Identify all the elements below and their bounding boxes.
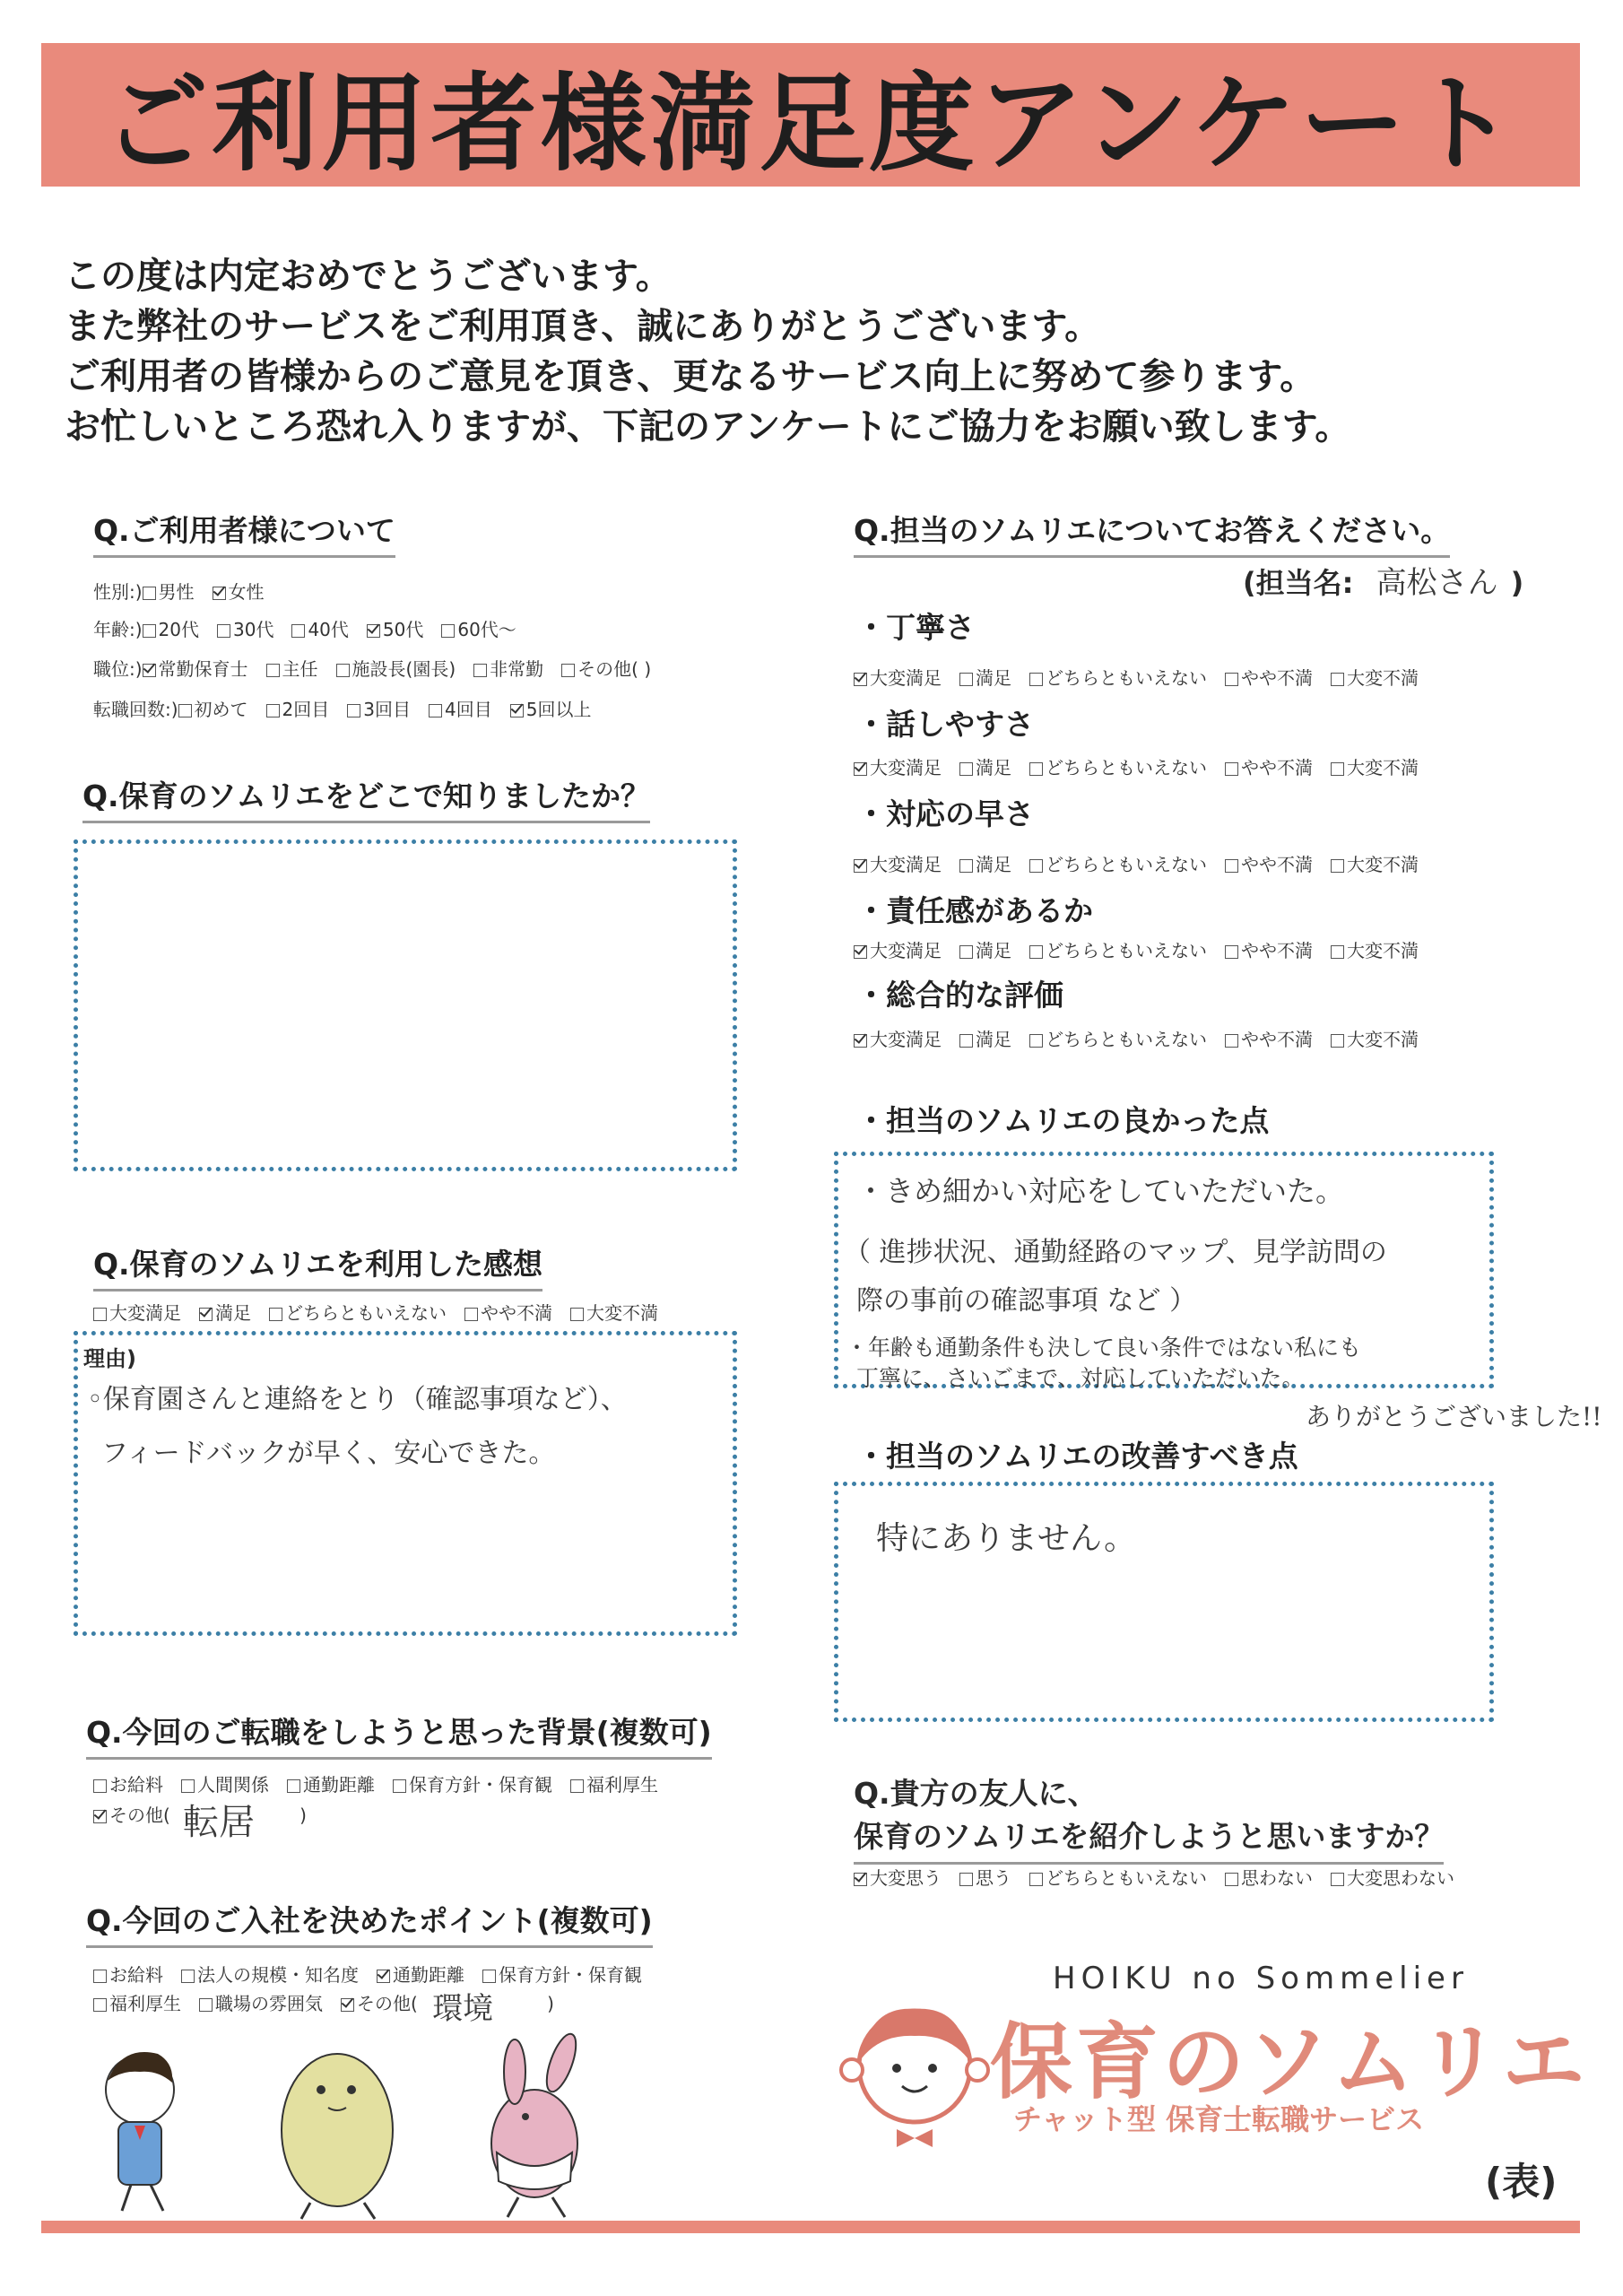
checkbox-icon[interactable]	[266, 664, 280, 677]
checkbox-icon[interactable]	[959, 762, 973, 776]
checkbox-icon[interactable]	[181, 1970, 195, 1983]
rating-item-label: ・対応の早さ	[856, 796, 1034, 831]
checkbox-label: 5回以上	[525, 699, 592, 720]
point-row1	[93, 1961, 660, 1987]
checkbox-icon[interactable]	[854, 673, 867, 686]
checkbox-icon[interactable]	[570, 1779, 584, 1793]
rating-option-label: どちらともいえない	[1046, 667, 1207, 689]
friend-options	[854, 1864, 1472, 1890]
checkbox-option[interactable]	[287, 1770, 375, 1796]
where-answer-box[interactable]	[74, 839, 737, 1171]
rating-option[interactable]	[1225, 850, 1313, 876]
q-impression-heading: Q.保育のソムリエを利用した感想	[93, 1241, 542, 1292]
checkbox-label: 思わない	[1241, 1867, 1313, 1889]
rating-option[interactable]	[959, 1025, 1011, 1051]
checkbox-option[interactable]	[429, 695, 492, 721]
checkbox-icon[interactable]	[178, 704, 192, 718]
page-side-label: (表)	[1485, 2160, 1558, 2204]
checkbox-option[interactable]	[1331, 1864, 1454, 1890]
bean-character-icon	[282, 2054, 393, 2219]
checkbox-icon[interactable]	[1029, 1873, 1043, 1886]
checkbox-option[interactable]	[570, 1770, 658, 1796]
rabbit-character-icon	[491, 2031, 582, 2217]
rating-scale-row	[854, 1025, 1436, 1051]
rating-option-label: やや不満	[1241, 1029, 1313, 1050]
checkbox-label: 福利厚生	[586, 1774, 658, 1796]
jobchange-label: 転職回数:)	[93, 699, 178, 720]
q-friend-heading-line: Q.貴方の友人に、	[854, 1776, 1098, 1811]
checkbox-label: 保育方針・保育観	[409, 1774, 552, 1796]
checkbox-option[interactable]	[1029, 1864, 1207, 1890]
rating-option-label: どちらともいえない	[1046, 940, 1207, 961]
background-other-label: その他(	[109, 1805, 170, 1826]
checkbox-option[interactable]	[1225, 1864, 1313, 1890]
checkbox-icon[interactable]	[217, 624, 230, 638]
rating-option-label: 大変不満	[1347, 667, 1419, 689]
checkbox-icon[interactable]	[570, 1308, 584, 1321]
checkbox-option[interactable]	[181, 1961, 359, 1987]
sommelier-name-row	[1243, 558, 1523, 602]
checkbox-icon[interactable]	[143, 587, 156, 600]
checkbox-label: やや不満	[481, 1302, 552, 1324]
good-points-box[interactable]	[834, 1152, 1494, 1391]
checkbox-label: 通勤距離	[303, 1774, 375, 1796]
checkbox-label: その他( )	[577, 658, 652, 680]
checkbox-icon[interactable]	[1331, 762, 1344, 776]
checkbox-icon[interactable]	[1225, 673, 1238, 686]
checkbox-icon[interactable]	[93, 1308, 107, 1321]
checkbox-icon[interactable]	[93, 1970, 107, 1983]
checkbox-icon[interactable]	[1331, 673, 1344, 686]
checkbox-label: 4回目	[445, 699, 492, 720]
rating-option[interactable]	[1331, 1025, 1419, 1051]
rating-option-label: どちらともいえない	[1046, 757, 1207, 778]
checkbox-icon[interactable]	[199, 1308, 213, 1321]
checkbox-icon[interactable]	[854, 1034, 867, 1048]
checkbox-option[interactable]	[143, 615, 199, 641]
checkbox-icon[interactable]	[269, 1308, 282, 1321]
good-points-heading: ・担当のソムリエの良かった点	[856, 1103, 1270, 1138]
q-friend-heading	[854, 1772, 1444, 1865]
checkbox-icon[interactable]	[291, 624, 305, 638]
background-row1	[93, 1770, 676, 1796]
rating-item-label: ・総合的な評価	[856, 978, 1063, 1013]
position-row	[93, 655, 669, 681]
checkbox-label: 男性	[158, 581, 195, 603]
checkbox-label: 40代	[308, 619, 349, 640]
checkbox-icon[interactable]	[93, 1779, 107, 1793]
rating-option[interactable]	[1225, 1025, 1313, 1051]
thanks-note: ありがとうございました!!	[1306, 1402, 1602, 1431]
checkbox-label: 満足	[215, 1302, 251, 1324]
rating-option-label: 満足	[976, 667, 1011, 689]
checkbox-label: 法人の規模・知名度	[197, 1964, 359, 1986]
intro-line: お忙しいところ恐れ入りますが、下記のアンケートにご協力をお願い致します。	[65, 406, 1351, 448]
good-point-line: 際の事前の確認事項 など ）	[856, 1285, 1197, 1317]
rating-option[interactable]	[1331, 753, 1419, 779]
checkbox-icon[interactable]	[854, 859, 867, 873]
sommelier-name-label: (担当名:	[1243, 566, 1354, 600]
checkbox-icon[interactable]	[393, 1779, 406, 1793]
checkbox-option[interactable]	[266, 655, 318, 681]
checkbox-label: 初めて	[194, 699, 248, 720]
checkbox-icon[interactable]	[1029, 859, 1043, 873]
checkbox-label: 常勤保育士	[158, 658, 248, 680]
rating-option-label: やや不満	[1241, 854, 1313, 875]
intro-line: また弊社のサービスをご利用頂き、誠にありがとうございます。	[65, 306, 1101, 347]
good-point-line: （ 進捗状況、通勤経路のマップ、見学訪問の	[844, 1237, 1387, 1268]
rating-option[interactable]	[854, 753, 942, 779]
rating-option-label: どちらともいえない	[1046, 854, 1207, 875]
point-other-label: その他(	[357, 1993, 418, 2014]
page-title: ご利用者様満足度アンケート	[102, 62, 1519, 186]
checkbox-option[interactable]	[393, 1770, 552, 1796]
point-row2	[93, 1984, 554, 2028]
checkbox-label: 大変思う	[870, 1867, 942, 1889]
improve-heading: ・担当のソムリエの改善すべき点	[856, 1439, 1298, 1474]
rating-option-label: やや不満	[1241, 940, 1313, 961]
rating-option[interactable]	[1225, 753, 1313, 779]
age-row	[93, 615, 534, 641]
checkbox-icon[interactable]	[199, 1998, 213, 2012]
checkbox-label: 福利厚生	[109, 1993, 181, 2014]
checkbox-icon[interactable]	[854, 945, 867, 959]
checkbox-icon[interactable]	[336, 664, 350, 677]
checkbox-label: 20代	[158, 619, 199, 640]
checkbox-icon[interactable]	[1225, 945, 1238, 959]
checkbox-icon[interactable]	[959, 1034, 973, 1048]
checkbox-option[interactable]	[181, 1770, 269, 1796]
checkbox-label: 大変満足	[109, 1302, 181, 1324]
checkbox-option[interactable]	[266, 695, 330, 721]
reason-box[interactable]	[74, 1331, 737, 1636]
logo-jp: 保育のソムリエ	[990, 2014, 1589, 2110]
improve-text: 特にありません。	[876, 1520, 1137, 1557]
rating-item-label: ・話しやすさ	[856, 707, 1034, 742]
good-point-line: 丁寧に、さいごまで、対応していただいた。	[856, 1365, 1305, 1391]
background-other-close: )	[299, 1805, 307, 1826]
checkbox-icon[interactable]	[959, 673, 973, 686]
checkbox-label: 大変思わない	[1347, 1867, 1454, 1889]
jobchange-row	[93, 695, 609, 721]
checkbox-label: 施設長(園長)	[352, 658, 456, 680]
rating-option[interactable]	[854, 1025, 942, 1051]
rating-option-label: 大変不満	[1347, 940, 1419, 961]
checkbox-icon[interactable]	[1225, 859, 1238, 873]
rating-item-label: ・丁寧さ	[856, 610, 975, 645]
checkbox-icon[interactable]	[181, 1779, 195, 1793]
q-where-heading: Q.保育のソムリエをどこで知りましたか？	[82, 773, 650, 823]
characters-illustration	[86, 2027, 660, 2224]
checkbox-option[interactable]	[854, 1864, 942, 1890]
checkbox-icon[interactable]	[854, 1873, 867, 1886]
background-other-text: 転居	[183, 1802, 256, 1843]
checkbox-icon[interactable]	[482, 1970, 496, 1983]
checkbox-icon[interactable]	[959, 945, 973, 959]
rating-option[interactable]	[1029, 664, 1207, 690]
gender-row	[93, 578, 282, 604]
rating-option[interactable]	[1029, 936, 1207, 962]
checkbox-label: 大変不満	[586, 1302, 658, 1324]
rating-option[interactable]	[1029, 753, 1207, 779]
rating-option[interactable]	[1331, 936, 1419, 962]
checkbox-icon[interactable]	[959, 859, 973, 873]
checkbox-option[interactable]	[213, 578, 265, 604]
rating-option-label: 大変満足	[870, 757, 942, 778]
checkbox-option[interactable]	[93, 1299, 181, 1325]
age-label: 年齢:)	[93, 619, 143, 640]
checkbox-option[interactable]	[464, 1299, 552, 1325]
checkbox-icon[interactable]	[213, 587, 226, 600]
rating-option[interactable]	[959, 936, 1011, 962]
rating-scale-row	[854, 850, 1436, 876]
checkbox-label: 60代〜	[457, 619, 516, 640]
point-other-close: )	[547, 1993, 554, 2014]
logo-en: HOIKU no Sommelier	[1053, 1961, 1469, 1996]
title-banner	[41, 43, 1580, 187]
intro-line: ご利用者の皆様からのご意見を頂き、更なるサービス向上に努めて参ります。	[65, 356, 1316, 397]
checkbox-label: 女性	[228, 581, 265, 603]
checkbox-option[interactable]	[510, 695, 592, 721]
sommelier-name-value: 高松さん	[1376, 565, 1498, 601]
checkbox-option[interactable]	[143, 578, 195, 604]
checkbox-label: お給料	[109, 1964, 163, 1986]
rating-item-label: ・責任感があるか	[856, 893, 1093, 928]
rating-option[interactable]	[1029, 850, 1207, 876]
rating-option-label: 大変満足	[870, 1029, 942, 1050]
checkbox-option[interactable]	[959, 1864, 1011, 1890]
point-other-text: 環境	[432, 1991, 494, 2027]
checkbox-option[interactable]	[93, 1770, 163, 1796]
checkbox-icon[interactable]	[959, 1873, 973, 1886]
rating-option-label: 満足	[976, 1029, 1011, 1050]
checkbox-icon[interactable]	[1029, 673, 1043, 686]
intro-line: この度は内定おめでとうございます。	[65, 256, 672, 297]
rating-option[interactable]	[959, 850, 1011, 876]
improve-box[interactable]	[834, 1482, 1494, 1722]
checkbox-option[interactable]	[199, 1989, 323, 2015]
logo-face-icon	[834, 1979, 995, 2149]
impression-options	[93, 1299, 676, 1325]
rating-option-label: 大変不満	[1347, 854, 1419, 875]
rating-option-label: 満足	[976, 940, 1011, 961]
reason-line: フィードバックが早く、安心できた。	[101, 1438, 556, 1469]
gender-label: 性別:)	[93, 581, 143, 603]
checkbox-icon[interactable]	[429, 704, 442, 718]
intro-text	[65, 251, 1571, 452]
logo-tagline: チャット型 保育士転職サービス	[1013, 2102, 1425, 2136]
checkbox-label: 人間関係	[197, 1774, 269, 1796]
checkbox-option[interactable]	[93, 1961, 163, 1987]
checkbox-label: 職場の雰囲気	[215, 1993, 323, 2014]
rating-option[interactable]	[854, 664, 942, 690]
checkbox-label: 通勤距離	[393, 1964, 464, 1986]
rating-option-label: やや不満	[1241, 667, 1313, 689]
checkbox-icon[interactable]	[93, 1998, 107, 2012]
q-user-heading: Q.ご利用者様について	[93, 508, 395, 558]
good-point-line: ・年齢も通勤条件も決して良い条件ではない私にも	[846, 1335, 1362, 1361]
rating-option-label: 満足	[976, 854, 1011, 875]
checkbox-icon[interactable]	[1331, 859, 1344, 873]
rating-option[interactable]	[854, 936, 942, 962]
q-friend-heading-line: 保育のソムリエを紹介しようと思いますか？	[854, 1815, 1444, 1865]
rating-option-label: やや不満	[1241, 757, 1313, 778]
rating-option[interactable]	[959, 664, 1011, 690]
rating-option[interactable]	[1225, 664, 1313, 690]
checkbox-icon[interactable]	[1029, 1034, 1043, 1048]
checkbox-icon[interactable]	[266, 704, 280, 718]
checkbox-icon[interactable]	[473, 664, 487, 677]
checkbox-option[interactable]	[336, 655, 456, 681]
rating-option[interactable]	[1331, 850, 1419, 876]
checkbox-icon[interactable]	[1225, 762, 1238, 776]
rating-option[interactable]	[1331, 664, 1419, 690]
checkbox-icon[interactable]	[1225, 1034, 1238, 1048]
checkbox-option[interactable]	[269, 1299, 447, 1325]
checkbox-option[interactable]	[570, 1299, 658, 1325]
rating-option-label: 大変不満	[1347, 1029, 1419, 1050]
checkbox-icon[interactable]	[377, 1970, 390, 1983]
checkbox-label: 思う	[976, 1867, 1011, 1889]
good-point-line: ・きめ細かい対応をしていただいた。	[856, 1174, 1345, 1208]
checkbox-label: 50代	[382, 619, 424, 640]
q-sommelier-heading: Q.担当のソムリエについてお答えください。	[854, 508, 1450, 558]
checkbox-option[interactable]	[473, 655, 543, 681]
point-other-checkbox[interactable]	[341, 1998, 354, 2012]
rating-option[interactable]	[959, 753, 1011, 779]
checkbox-label: 30代	[233, 619, 274, 640]
checkbox-icon[interactable]	[441, 624, 455, 638]
checkbox-option[interactable]	[377, 1961, 464, 1987]
checkbox-icon[interactable]	[464, 1308, 478, 1321]
checkbox-option[interactable]	[347, 695, 411, 721]
checkbox-icon[interactable]	[143, 624, 156, 638]
checkbox-label: 主任	[282, 658, 318, 680]
checkbox-icon[interactable]	[347, 704, 360, 718]
sommelier-name-close: )	[1510, 566, 1524, 600]
rating-option-label: 満足	[976, 757, 1011, 778]
checkbox-label: 保育方針・保育観	[499, 1964, 642, 1986]
rating-option-label: 大変満足	[870, 940, 942, 961]
checkbox-label: 非常勤	[490, 658, 544, 680]
position-label: 職位:)	[93, 658, 143, 680]
rating-option[interactable]	[1029, 1025, 1207, 1051]
checkbox-option[interactable]	[291, 615, 348, 641]
rating-option[interactable]	[854, 850, 942, 876]
checkbox-option[interactable]	[143, 655, 248, 681]
checkbox-option[interactable]	[93, 1989, 181, 2015]
rating-scale-row	[854, 753, 1436, 779]
checkbox-label: お給料	[109, 1774, 163, 1796]
checkbox-label: 2回目	[282, 699, 330, 720]
checkbox-option[interactable]	[178, 695, 248, 721]
background-other-checkbox[interactable]	[93, 1810, 107, 1823]
q-point-heading: Q.今回のご入社を決めたポイント(複数可)	[86, 1898, 653, 1948]
checkbox-icon[interactable]	[1225, 1873, 1238, 1886]
checkbox-label: どちらともいえない	[285, 1302, 447, 1324]
checkbox-icon[interactable]	[854, 762, 867, 776]
checkbox-option[interactable]	[482, 1961, 642, 1987]
checkbox-icon[interactable]	[1029, 762, 1043, 776]
rating-option-label: 大変不満	[1347, 757, 1419, 778]
rating-scale-row	[854, 664, 1436, 690]
checkbox-icon[interactable]	[1331, 1034, 1344, 1048]
checkbox-label: どちらともいえない	[1046, 1867, 1207, 1889]
boy-character-icon	[106, 2052, 174, 2211]
reason-label: 理由)	[83, 1346, 136, 1371]
checkbox-option[interactable]	[199, 1299, 251, 1325]
checkbox-icon[interactable]	[1331, 1873, 1344, 1886]
checkbox-option[interactable]	[441, 615, 516, 641]
checkbox-icon[interactable]	[367, 624, 380, 638]
checkbox-icon[interactable]	[1331, 945, 1344, 959]
reason-line: ◦保育園さんと連絡をとり（確認事項など）、	[87, 1384, 628, 1415]
checkbox-label: 3回目	[363, 699, 412, 720]
checkbox-icon[interactable]	[510, 704, 524, 718]
checkbox-icon[interactable]	[143, 664, 156, 677]
rating-scale-row	[854, 936, 1436, 962]
rating-option-label: 大変満足	[870, 854, 942, 875]
q-background-heading: Q.今回のご転職をしようと思った背景(複数可)	[86, 1709, 712, 1760]
rating-option[interactable]	[1225, 936, 1313, 962]
checkbox-icon[interactable]	[561, 664, 575, 677]
checkbox-option[interactable]	[367, 615, 423, 641]
checkbox-icon[interactable]	[1029, 945, 1043, 959]
checkbox-option[interactable]	[217, 615, 273, 641]
rating-option-label: 大変満足	[870, 667, 942, 689]
checkbox-icon[interactable]	[287, 1779, 300, 1793]
rating-option-label: どちらともいえない	[1046, 1029, 1207, 1050]
checkbox-option[interactable]	[561, 655, 651, 681]
background-other-row	[93, 1794, 307, 1845]
footer-bar	[41, 2221, 1580, 2233]
